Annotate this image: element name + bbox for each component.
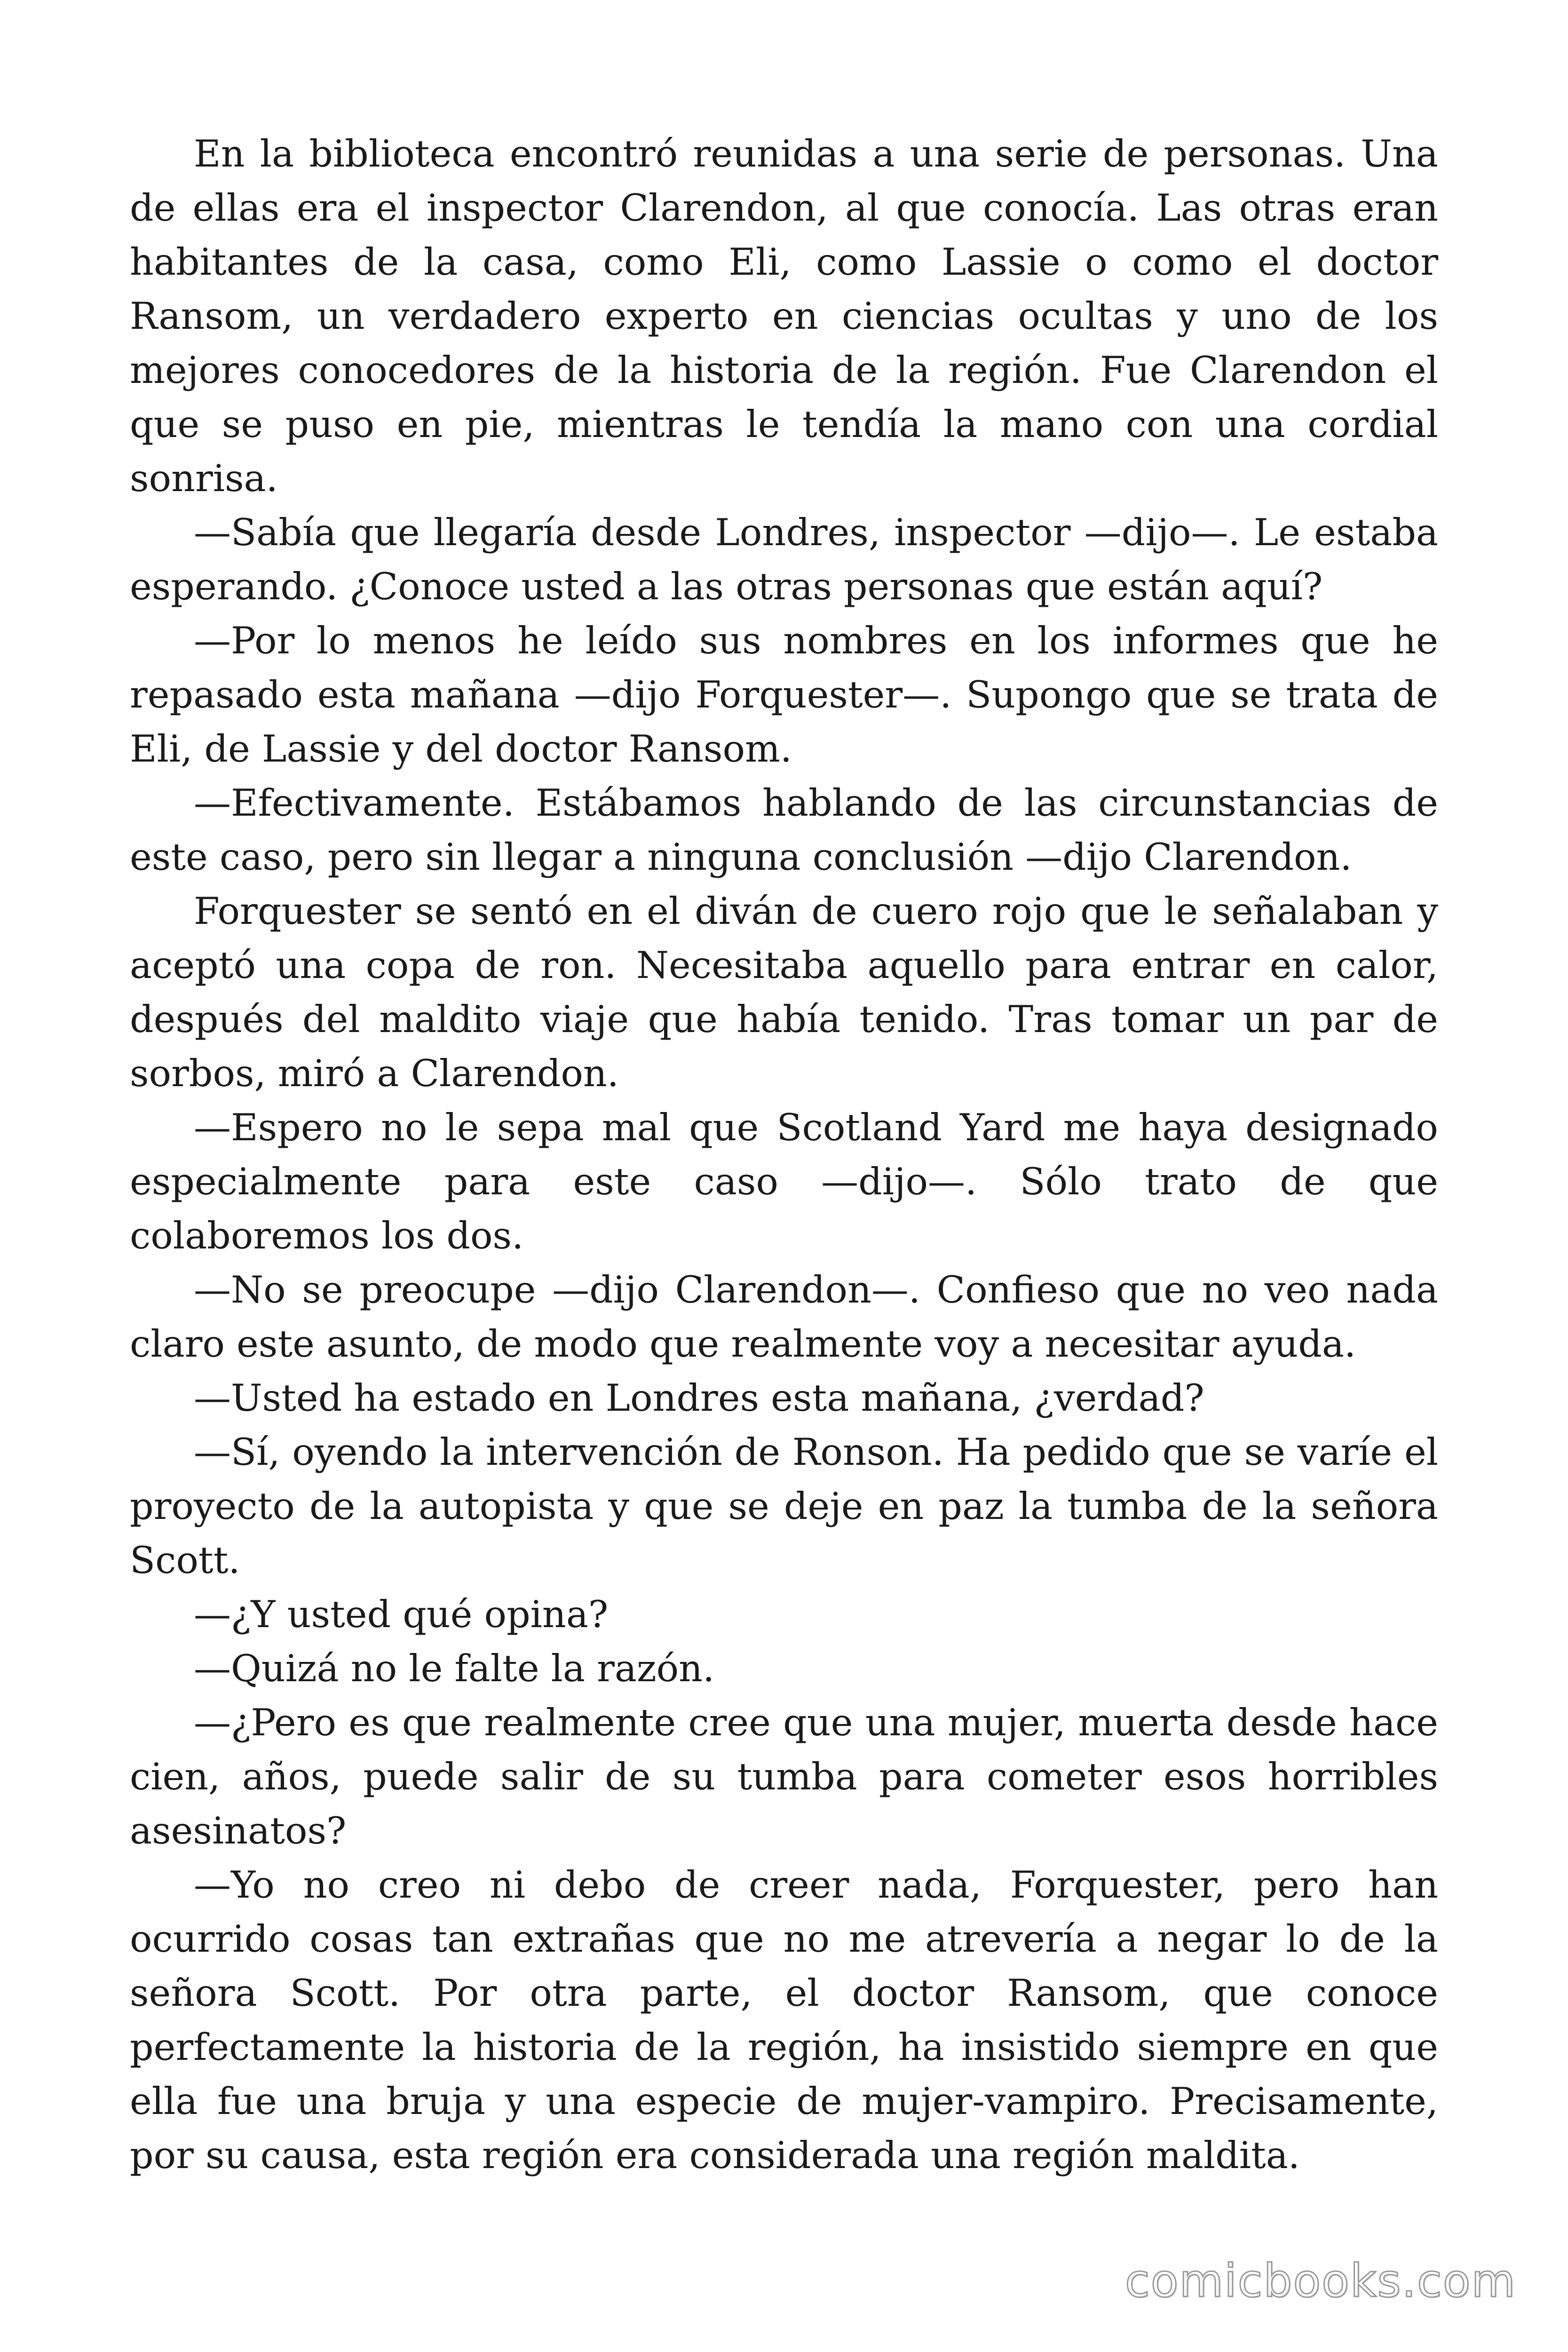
paragraph: —Sabía que llegaría desde Londres, inspector —dijo—. Le estaba esperando. ¿Conoce usted a las otras personas que están aquí? (130, 511, 1438, 608)
paragraph: —Sí, oyendo la intervención de Ronson. Ha pedido que se varíe el proyecto de la autopista y que se deje en paz la tumba de la señora Scott. (130, 1430, 1438, 1582)
document-body (130, 127, 1438, 2183)
paragraph: —No se preocupe —dijo Clarendon—. Confieso que no veo nada claro este asunto, de modo que realmente voy a necesitar ayuda. (130, 1268, 1438, 1366)
paragraph: —Yo no creo ni debo de creer nada, Forquester, pero han ocurrido cosas tan extrañas que no me atrevería a negar lo de la señora Scott. Por otra parte, el doctor Ransom, que conoce perfectamente la historia de la región, ha insistido siempre en que ella fue una bruja y una especie de mujer-vampiro. Precisamente, por su causa, esta región era considerada una región maldita. (130, 1863, 1438, 2177)
paragraph: —¿Y usted qué opina? (194, 1593, 609, 1636)
paragraph: —Por lo menos he leído sus nombres en los informes que he repasado esta mañana —dijo Forquester—. Supongo que se trata de Eli, de Lassie y del doctor Ransom. (130, 619, 1438, 771)
watermark: comicbooks.com (1125, 2255, 1516, 2307)
paragraph: —Efectivamente. Estábamos hablando de las circunstancias de este caso, pero sin llegar a ninguna conclusión —dijo Clarendon. (130, 781, 1438, 879)
paragraph: Forquester se sentó en el diván de cuero rojo que le señalaban y aceptó una copa de ron. Necesitaba aquello para entrar en calor, después del maldito viaje que había tenido. Tras tomar un par de sorbos, miró a Clarendon. (130, 890, 1438, 1095)
paragraph: —Usted ha estado en Londres esta mañana, ¿verdad? (194, 1376, 1204, 1420)
paragraph: —¿Pero es que realmente cree que una mujer, muerta desde hace cien, años, puede salir de su tumba para cometer esos horribles asesinatos? (130, 1701, 1438, 1852)
paragraph: —Quizá no le falte la razón. (194, 1647, 715, 1690)
paragraph: En la biblioteca encontró reunidas a una serie de personas. Una de ellas era el inspector Clarendon, al que conocía. Las otras eran habitantes de la casa, como Eli, como Lassie o como el doctor Ransom, un verdadero experto en ciencias ocultas y uno de los mejores conocedores de la historia de la región. Fue Clarendon el que se puso en pie, mientras le tendía la mano con una cordial sonrisa. (130, 132, 1438, 500)
paragraph: —Espero no le sepa mal que Scotland Yard me haya designado especialmente para este caso —dijo—. Sólo trato de que colaboremos los dos. (130, 1106, 1438, 1257)
